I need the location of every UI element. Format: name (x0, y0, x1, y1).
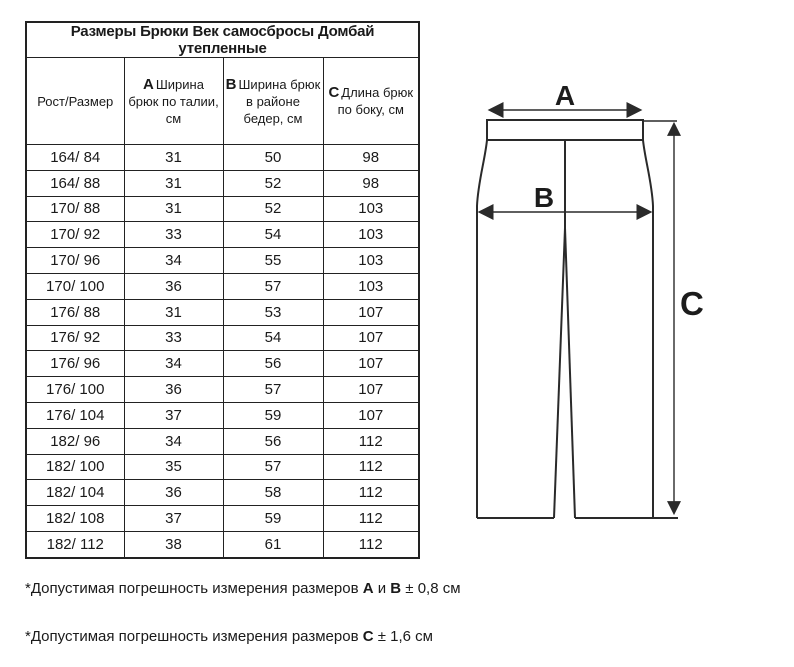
a-value-cell: 31 (124, 170, 223, 196)
footnote-text: ± 1,6 см (373, 628, 433, 645)
b-value-cell: 54 (223, 222, 323, 248)
b-value-cell: 52 (223, 196, 323, 222)
size-cell: 182/ 108 (26, 506, 124, 532)
a-value-cell: 36 (124, 377, 223, 403)
c-value-cell: 98 (323, 170, 419, 196)
table-row (26, 454, 419, 480)
a-value-cell: 37 (124, 402, 223, 428)
c-value-cell: 98 (323, 145, 419, 171)
size-cell: 164/ 84 (26, 145, 124, 171)
size-table (25, 21, 420, 559)
size-cell: 176/ 104 (26, 402, 124, 428)
size-cell: 182/ 112 (26, 531, 124, 557)
column-header-a (124, 58, 223, 145)
pants-left-inner-edge (554, 228, 565, 518)
dimension-label-b: B (533, 182, 555, 213)
dimension-label-a: A (554, 80, 576, 111)
b-value-cell: 50 (223, 145, 323, 171)
column-letter-b: B (225, 75, 237, 93)
c-value-cell: 107 (323, 299, 419, 325)
column-label-b: Ширина брюк в районе бедер, см (238, 76, 321, 126)
size-cell: 170/ 92 (26, 222, 124, 248)
pants-left-outer-edge (477, 140, 487, 518)
size-cell: 176/ 100 (26, 377, 124, 403)
size-cell: 170/ 88 (26, 196, 124, 222)
a-value-cell: 31 (124, 145, 223, 171)
column-letter-c: C (328, 84, 340, 101)
size-cell: 170/ 100 (26, 273, 124, 299)
c-value-cell: 107 (323, 351, 419, 377)
b-value-cell: 57 (223, 273, 323, 299)
column-header-b (223, 58, 323, 145)
column-letter-a: A (143, 75, 154, 93)
a-value-cell: 34 (124, 428, 223, 454)
size-cell: 182/ 100 (26, 454, 124, 480)
pants-right-inner-edge (565, 228, 575, 518)
a-value-cell: 34 (124, 248, 223, 274)
table-row (26, 531, 419, 557)
footnote-dimension-letter: B (390, 580, 402, 597)
size-cell: 164/ 88 (26, 170, 124, 196)
table-row (26, 506, 419, 532)
table-row (26, 196, 419, 222)
b-value-cell: 55 (223, 248, 323, 274)
b-value-cell: 61 (223, 531, 323, 557)
b-value-cell: 59 (223, 506, 323, 532)
table-row (26, 325, 419, 351)
a-value-cell: 31 (124, 299, 223, 325)
table-row (26, 170, 419, 196)
footnote-text: ± 0,8 см (401, 580, 461, 597)
c-value-cell: 107 (323, 402, 419, 428)
c-value-cell: 112 (323, 531, 419, 557)
c-value-cell: 112 (323, 428, 419, 454)
table-row (26, 248, 419, 274)
size-cell: 170/ 96 (26, 248, 124, 274)
table-row (26, 299, 419, 325)
a-value-cell: 36 (124, 273, 223, 299)
table-row (26, 351, 419, 377)
b-value-cell: 57 (223, 454, 323, 480)
c-value-cell: 112 (323, 506, 419, 532)
waistband-outline (487, 120, 643, 140)
pants-diagram (440, 58, 770, 538)
a-value-cell: 31 (124, 196, 223, 222)
table-row (26, 402, 419, 428)
size-cell: 182/ 96 (26, 428, 124, 454)
c-value-cell: 107 (323, 325, 419, 351)
column-header-c (323, 58, 419, 145)
b-value-cell: 53 (223, 299, 323, 325)
pants-right-outer-edge (643, 140, 653, 518)
c-value-cell: 103 (323, 248, 419, 274)
a-value-cell: 35 (124, 454, 223, 480)
column-label-a: Ширина брюк по талии, см (128, 76, 219, 126)
table-row (26, 222, 419, 248)
size-cell: 176/ 96 (26, 351, 124, 377)
table-row (26, 428, 419, 454)
c-value-cell: 103 (323, 222, 419, 248)
a-value-cell: 36 (124, 480, 223, 506)
footnote-dimension-letter: A (362, 580, 374, 597)
a-value-cell: 33 (124, 222, 223, 248)
footnote-text: и (373, 580, 391, 597)
footnote-text: *Допустимая погрешность измерения размеров (25, 628, 363, 645)
b-value-cell: 52 (223, 170, 323, 196)
table-header-row (26, 58, 419, 145)
size-cell: 176/ 92 (26, 325, 124, 351)
footnote-dimension-letter: C (362, 628, 374, 645)
size-cell: 176/ 88 (26, 299, 124, 325)
dimension-label-c: C (680, 285, 704, 322)
column-header-size (26, 58, 124, 145)
table-row (26, 377, 419, 403)
a-value-cell: 38 (124, 531, 223, 557)
c-value-cell: 112 (323, 454, 419, 480)
size-table-body (26, 145, 419, 558)
tolerance-footnote-c (25, 628, 433, 645)
b-value-cell: 56 (223, 351, 323, 377)
b-value-cell: 56 (223, 428, 323, 454)
table-title: Размеры Брюки Век самосбросы Домбай утепленные (26, 22, 419, 58)
b-value-cell: 59 (223, 402, 323, 428)
c-value-cell: 103 (323, 273, 419, 299)
c-value-cell: 103 (323, 196, 419, 222)
c-value-cell: 112 (323, 480, 419, 506)
size-cell: 182/ 104 (26, 480, 124, 506)
table-title-row (26, 22, 419, 58)
column-label-c: Длина брюк по боку, см (337, 85, 414, 117)
c-value-cell: 107 (323, 377, 419, 403)
b-value-cell: 54 (223, 325, 323, 351)
b-value-cell: 58 (223, 480, 323, 506)
b-value-cell: 57 (223, 377, 323, 403)
a-value-cell: 34 (124, 351, 223, 377)
column-header-size-label: Рост/Размер (37, 93, 114, 109)
table-row (26, 145, 419, 171)
table-row (26, 273, 419, 299)
a-value-cell: 37 (124, 506, 223, 532)
footnote-text: *Допустимая погрешность измерения размеров (25, 580, 363, 597)
a-value-cell: 33 (124, 325, 223, 351)
tolerance-footnote-ab (25, 580, 461, 597)
table-row (26, 480, 419, 506)
